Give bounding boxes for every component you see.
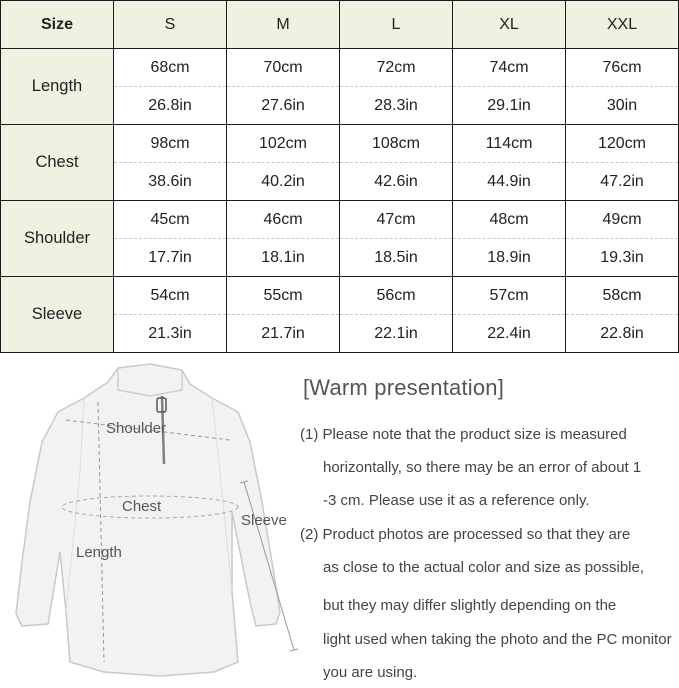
size-col-l: L — [340, 1, 453, 49]
table-cell: 21.7in — [227, 315, 340, 353]
row-label-sleeve: Sleeve — [1, 277, 114, 353]
length-label: Length — [76, 544, 122, 561]
table-cell: 26.8in — [114, 87, 227, 125]
table-row-length-cm — [1, 49, 679, 87]
table-cell: 98cm — [114, 125, 227, 163]
table-cell: 18.9in — [453, 239, 566, 277]
table-cell: 74cm — [453, 49, 566, 87]
row-label-shoulder: Shoulder — [1, 201, 114, 277]
table-cell: 55cm — [227, 277, 340, 315]
table-cell: 48cm — [453, 201, 566, 239]
table-cell: 44.9in — [453, 163, 566, 201]
table-cell: 30in — [566, 87, 679, 125]
table-cell: 57cm — [453, 277, 566, 315]
table-cell: 42.6in — [340, 163, 453, 201]
sleeve-label: Sleeve — [241, 512, 287, 529]
table-cell: 17.7in — [114, 239, 227, 277]
table-cell: 21.3in — [114, 315, 227, 353]
table-cell: 22.1in — [340, 315, 453, 353]
table-cell: 18.5in — [340, 239, 453, 277]
table-cell: 40.2in — [227, 163, 340, 201]
row-label-chest: Chest — [1, 125, 114, 201]
table-cell: 68cm — [114, 49, 227, 87]
shoulder-label: Shoulder — [106, 420, 167, 437]
table-cell: 19.3in — [566, 239, 679, 277]
table-cell: 72cm — [340, 49, 453, 87]
note-line: horizontally, so there may be an error of about 1 — [323, 459, 642, 476]
note-line: but they may differ slightly depending on the — [323, 597, 617, 614]
table-cell: 58cm — [566, 277, 679, 315]
table-cell: 22.8in — [566, 315, 679, 353]
table-cell: 46cm — [227, 201, 340, 239]
size-col-s: S — [114, 1, 227, 49]
table-cell: 28.3in — [340, 87, 453, 125]
table-cell: 47.2in — [566, 163, 679, 201]
note-line: (1) Please note that the product size is measured — [300, 426, 627, 443]
table-cell: 108cm — [340, 125, 453, 163]
table-cell: 47cm — [340, 201, 453, 239]
table-row-shoulder-cm — [1, 201, 679, 239]
note-line: light used when taking the photo and the PC monitor — [323, 631, 672, 648]
row-label-length: Length — [1, 49, 114, 125]
table-cell: 27.6in — [227, 87, 340, 125]
table-cell: 70cm — [227, 49, 340, 87]
note-line: -3 cm. Please use it as a reference only. — [323, 492, 590, 509]
table-cell: 120cm — [566, 125, 679, 163]
notes-title: [Warm presentation] — [303, 375, 505, 400]
note-line: (2) Product photos are processed so that they are — [300, 526, 631, 543]
table-cell: 22.4in — [453, 315, 566, 353]
size-header-row — [1, 1, 679, 49]
table-cell: 49cm — [566, 201, 679, 239]
table-cell: 45cm — [114, 201, 227, 239]
size-header-cell: Size — [1, 1, 114, 49]
size-col-xxl: XXL — [566, 1, 679, 49]
table-cell: 54cm — [114, 277, 227, 315]
table-cell: 38.6in — [114, 163, 227, 201]
size-col-xl: XL — [453, 1, 566, 49]
chest-label: Chest — [122, 498, 162, 515]
size-col-m: M — [227, 1, 340, 49]
shirt-measurement-diagram — [0, 362, 300, 683]
note-line: as close to the actual color and size as possible, — [323, 559, 645, 576]
table-row-chest-cm — [1, 125, 679, 163]
table-cell: 76cm — [566, 49, 679, 87]
table-cell: 29.1in — [453, 87, 566, 125]
table-row-sleeve-cm — [1, 277, 679, 315]
table-cell: 56cm — [340, 277, 453, 315]
table-cell: 102cm — [227, 125, 340, 163]
note-line: you are using. — [323, 664, 418, 681]
table-cell: 114cm — [453, 125, 566, 163]
table-cell: 18.1in — [227, 239, 340, 277]
